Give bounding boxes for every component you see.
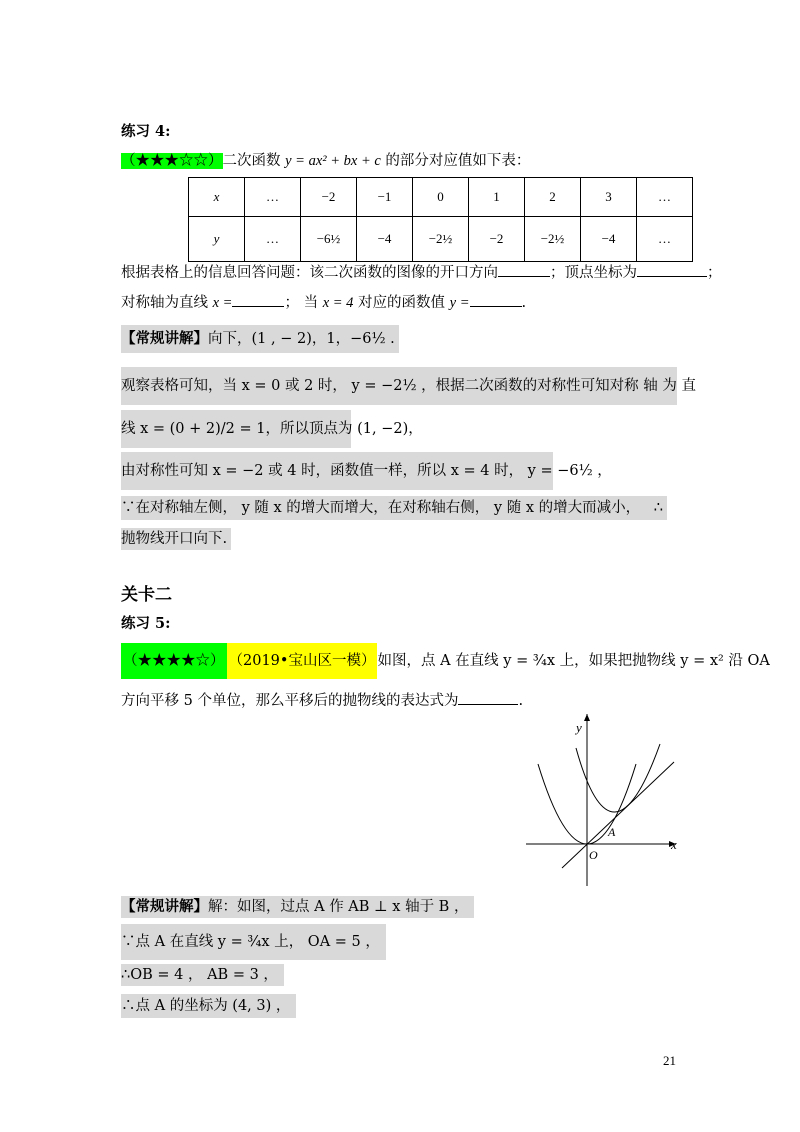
answer-summary [121, 325, 399, 353]
table-cell: −2½ [413, 217, 469, 262]
exercise5-answer-line-2: ∵点 A 在直线 y = ¾x 上， OA = 5 ， [121, 924, 386, 960]
explanation-line-3: 由对称性可知 x = −2 或 4 时，函数值一样，所以 x = 4 时， y = −6½ ， [121, 452, 553, 490]
question-text: . [521, 295, 527, 311]
table-cell: y [189, 217, 245, 262]
table-cell: −6½ [301, 217, 357, 262]
y-axis-label: y [576, 720, 582, 735]
line-oa [562, 762, 674, 868]
exercise5-question [121, 690, 523, 711]
table-cell: … [245, 217, 301, 262]
difficulty-badge: （★★★☆☆） [121, 153, 223, 169]
therefore-symbol: ∴ [653, 500, 663, 516]
answer-tag: 【常规讲解】 [121, 898, 208, 915]
table-cell: 3 [581, 178, 637, 217]
exercise4-intro [121, 151, 530, 171]
question-line-1 [121, 262, 722, 283]
question-line-2 [121, 292, 526, 313]
parabola-figure [526, 708, 686, 888]
problem-text: 如图，点 A 在直线 y = ¾x 上，如果把抛物线 y = x² 沿 OA [377, 653, 770, 669]
math-expression: x = 4 [322, 295, 354, 311]
explanation-line-4 [121, 496, 667, 520]
answer-blank[interactable] [498, 262, 550, 277]
answer-text: 解：如图，过点 A 作 AB ⊥ x 轴于 B ， [208, 899, 469, 915]
explanation-line-5: 抛物线开口向下. [121, 528, 231, 550]
table-cell: −2 [301, 178, 357, 217]
table-row-x [189, 178, 693, 217]
y-axis-arrow [584, 714, 590, 721]
intro-equation: y = ax² + bx + c [285, 153, 381, 169]
exercise5-answer-line-4: ∴点 A 的坐标为 (4, 3) ， [121, 994, 296, 1018]
answer-blank[interactable] [637, 262, 707, 277]
table-cell: −1 [357, 178, 413, 217]
difficulty-badge: （★★★★☆） [121, 643, 227, 679]
intro-text-post: 的部分对应值如下表： [385, 153, 531, 169]
table-row-y [189, 217, 693, 262]
explanation-line-1: 观察表格可知，当 x = 0 或 2 时， y = −2½ ，根据二次函数的对称性可知对称 轴 为 直 [121, 367, 677, 405]
table-cell: … [637, 178, 693, 217]
shifted-parabola [576, 744, 660, 812]
question-text: ；顶点坐标为 [550, 265, 637, 281]
math-expression: y = [449, 295, 470, 311]
answer-blank[interactable] [470, 292, 522, 307]
origin-label: O [589, 848, 598, 862]
source-badge: （2019•宝山区一模） [227, 643, 378, 679]
question-text: 对应的函数值 [358, 295, 446, 311]
table-cell: … [637, 217, 693, 262]
x-axis-label: x [671, 837, 677, 852]
problem-text: . [518, 693, 524, 709]
question-text: 对称轴为直线 [121, 295, 208, 311]
problem-text: 方向平移 5 个单位，那么平移后的抛物线的表达式为 [121, 693, 459, 709]
math-expression: x = [212, 295, 233, 311]
table-cell: x [189, 178, 245, 217]
page-number: 21 [663, 1053, 676, 1068]
question-text: ； [707, 265, 722, 281]
exercise5-heading: 练习 5: [121, 615, 171, 632]
exercise5-answer-line-3: ∴OB = 4 ， AB = 3 ， [121, 964, 284, 986]
question-text: 根据表格上的信息回答问题：该二次函数的图像的开口方向 [121, 265, 498, 281]
exercise5-answer-line-1 [121, 896, 474, 918]
table-cell: −2½ [525, 217, 581, 262]
table-cell: 0 [413, 178, 469, 217]
table-cell: 1 [469, 178, 525, 217]
section-title: 关卡二 [121, 585, 172, 605]
exercise4-heading: 练习 4: [121, 123, 171, 140]
explanation-line-2: 线 x = (0 + 2)/2 = 1，所以顶点为 (1, −2)， [121, 410, 351, 448]
answer-blank[interactable] [458, 690, 518, 705]
question-text: ； 当 [284, 295, 319, 311]
value-table [188, 177, 693, 262]
table-cell: −4 [581, 217, 637, 262]
table-cell: 2 [525, 178, 581, 217]
answer-text: 向下，(1 , − 2)，1，−6½ . [208, 331, 395, 347]
explanation-text: ∵在对称轴左侧， y 随 x 的增大而增大，在对称轴右侧， y 随 x 的增大而减小， [121, 500, 641, 516]
answer-blank[interactable] [232, 292, 284, 307]
table-cell: −4 [357, 217, 413, 262]
point-a-label: A [608, 825, 616, 839]
exercise5-intro [121, 643, 770, 679]
table-cell: −2 [469, 217, 525, 262]
table-cell: … [245, 178, 301, 217]
intro-text-pre: 二次函数 [222, 153, 281, 169]
answer-tag: 【常规讲解】 [121, 330, 208, 347]
